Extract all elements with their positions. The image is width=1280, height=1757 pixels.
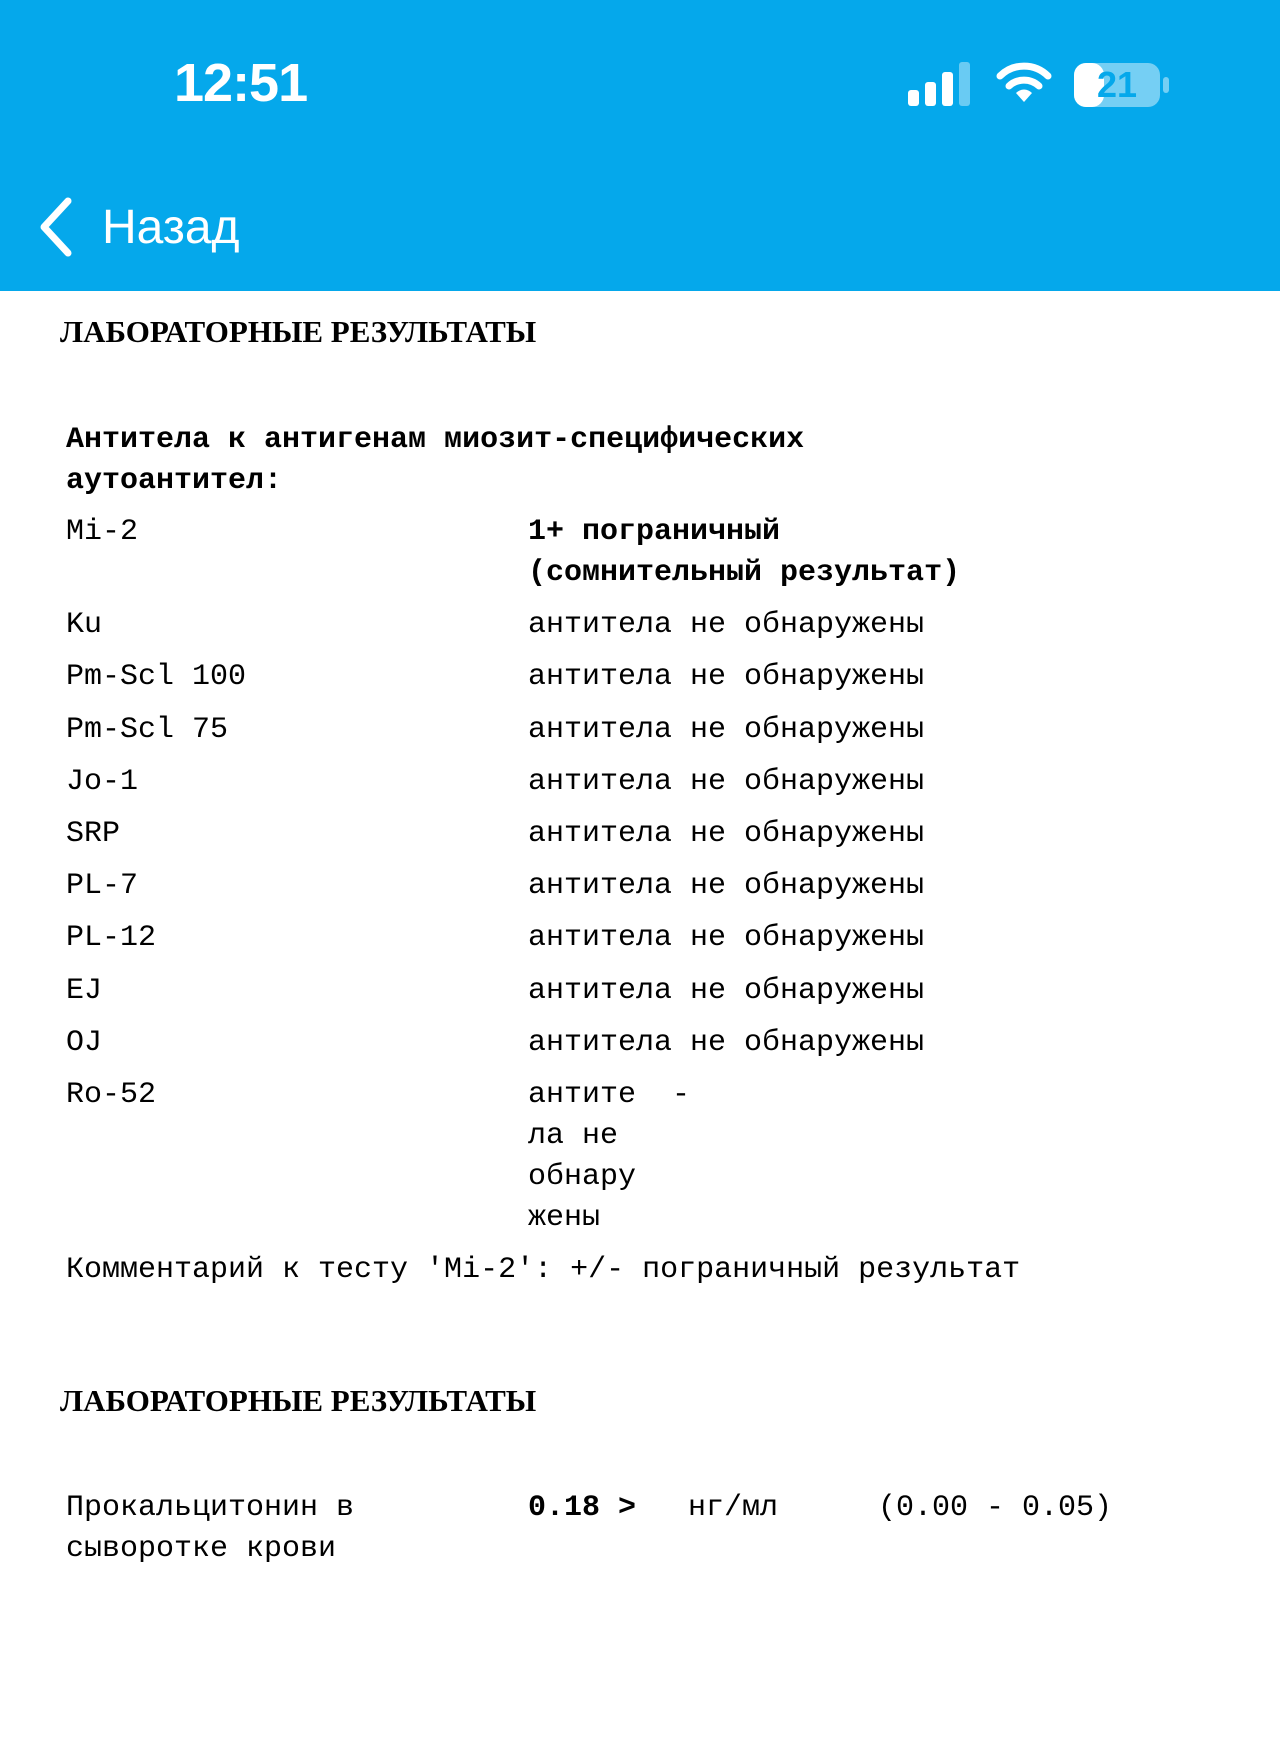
test-value: антитела не обнаружены (528, 660, 925, 694)
test-value-mi2-line2: (сомнительный результат) (528, 556, 961, 590)
test-name: Pm-Scl 100 (66, 660, 247, 694)
battery-percent: 21 (1096, 64, 1138, 105)
procalcitonin-name-line2: сыворотке крови (66, 1532, 337, 1566)
top-bar (0, 0, 1280, 291)
test-value: антитела не обнаружены (528, 713, 925, 747)
procalcitonin-unit: нг/мл (688, 1491, 779, 1525)
test-value-ro52-line4: жены (528, 1201, 601, 1235)
test-value: антитела не обнаружены (528, 608, 925, 642)
test-name: Pm-Scl 75 (66, 713, 229, 747)
test-name: PL-12 (66, 921, 157, 955)
test-name-mi2: Mi-2 (66, 515, 139, 549)
back-label: Назад (102, 200, 240, 254)
test-name: PL-7 (66, 869, 139, 903)
test-value-ro52-line1: антите - (528, 1078, 691, 1112)
test-value: антитела не обнаружены (528, 1026, 925, 1060)
test-value: антитела не обнаружены (528, 817, 925, 851)
section-title-1: ЛАБОРАТОРНЫЕ РЕЗУЛЬТАТЫ (60, 314, 537, 349)
test-name: OJ (66, 1026, 103, 1060)
test-value-ro52-line3: обнару (528, 1160, 637, 1194)
back-button[interactable] (36, 192, 240, 262)
test-name: SRP (66, 817, 121, 851)
antibody-heading-line1: Антитела к антигенам миозит-специфических (66, 423, 805, 457)
status-time: 12:51 (174, 53, 308, 113)
test-name: EJ (66, 974, 103, 1008)
chevron-left-icon (36, 197, 76, 257)
test-comment: Комментарий к тесту 'Mi-2': +/- пограничный результат (66, 1253, 1021, 1287)
test-value: антитела не обнаружены (528, 869, 925, 903)
test-value: антитела не обнаружены (528, 921, 925, 955)
wifi-icon (996, 60, 1052, 106)
test-value: антитела не обнаружены (528, 765, 925, 799)
section-title-2: ЛАБОРАТОРНЫЕ РЕЗУЛЬТАТЫ (60, 1383, 537, 1418)
procalcitonin-name-line1: Прокальцитонин в (66, 1491, 355, 1525)
procalcitonin-value: 0.18 > (528, 1491, 637, 1525)
test-name: Ku (66, 608, 103, 642)
procalcitonin-range: (0.00 - 0.05) (878, 1491, 1113, 1525)
cellular-signal-icon (908, 60, 974, 108)
test-value-mi2-line1: 1+ пограничный (528, 515, 781, 549)
antibody-heading-line2: аутоантител: (66, 464, 283, 498)
battery-indicator (1073, 62, 1171, 108)
test-name-ro52: Ro-52 (66, 1078, 157, 1112)
test-value-ro52-line2: ла не (528, 1119, 619, 1153)
test-value: антитела не обнаружены (528, 974, 925, 1008)
test-name: Jo-1 (66, 765, 139, 799)
